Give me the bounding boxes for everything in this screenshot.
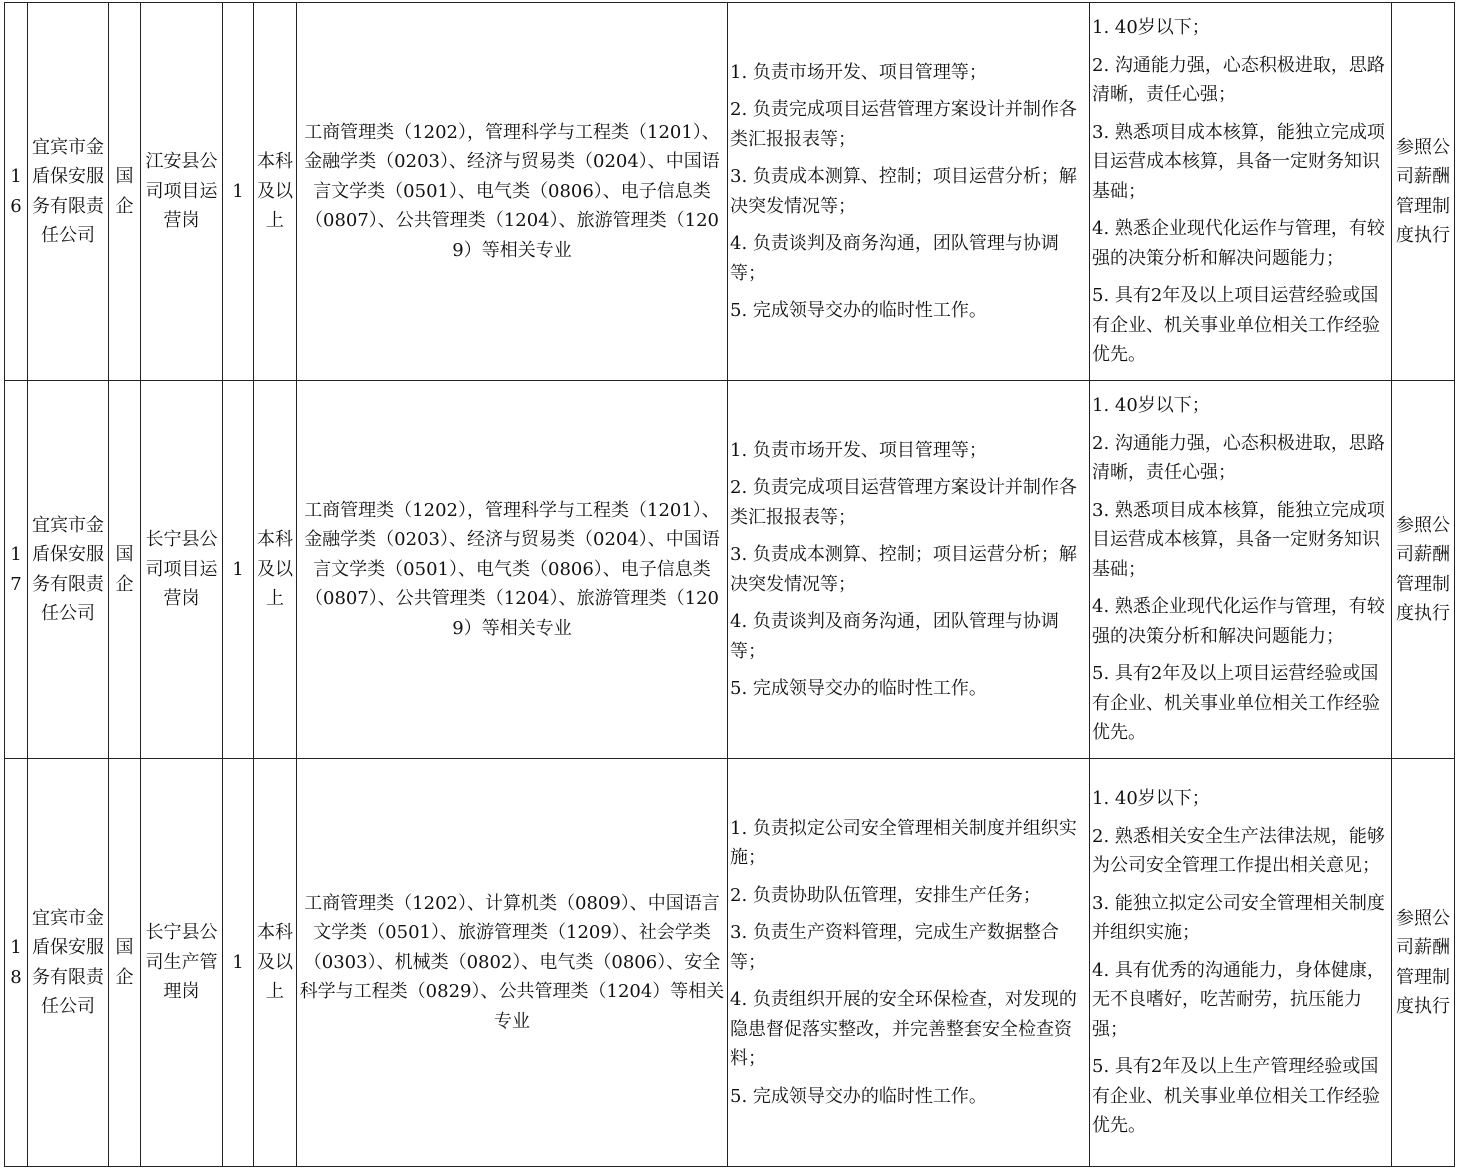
post-name: 长宁县公司生产管理岗 [141,759,223,1167]
requirement-item: 3. 熟悉项目成本核算，能独立完成项目运营成本核算，具备一定财务知识基础； [1092,499,1385,580]
requirement-item: 3. 熟悉项目成本核算，能独立完成项目运营成本核算，具备一定财务知识基础； [1092,121,1385,202]
requirement-item: 3. 能独立拟定公司安全管理相关制度并组织实施； [1092,892,1385,944]
requirement-item: 5. 具有2年及以上项目运营经验或国有企业、机关事业单位相关工作经验优先。 [1092,663,1380,744]
table-row [5,381,1455,759]
requirement-item: 1. 40岁以下； [1092,17,1210,39]
job-requirements [1090,3,1392,381]
duty-item: 5. 完成领导交办的临时性工作。 [730,678,987,699]
row-number: 17 [5,381,28,759]
table-body [5,3,1455,1167]
duty-item: 4. 负责谈判及商务沟通，团队管理与协调等； [730,233,1059,284]
requirement-item: 2. 沟通能力强，心态积极进取，思路清晰，责任心强； [1092,54,1385,106]
row-number: 18 [5,759,28,1167]
company-name: 宜宾市金盾保安服务有限责任公司 [28,759,109,1167]
major-requirement: 工商管理类（1202）、计算机类（0809）、中国语言文学类（0501）、旅游管理类（1209）、社会学类（0303）、机械类（0802）、电气类（0806）、安全科学与工程类（0829）、公共管理类（1204）等相关专业 [297,759,728,1167]
duty-item: 1. 负责拟定公司安全管理相关制度并组织实施； [730,817,1077,869]
job-duties [728,759,1090,1167]
requirement-item: 2. 沟通能力强，心态积极进取，思路清晰，责任心强； [1092,432,1385,484]
salary-policy: 参照公司薪酬管理制度执行 [1392,381,1455,759]
requirement-item: 2. 熟悉相关安全生产法律法规，能够为公司安全管理工作提出相关意见； [1092,825,1385,877]
major-requirement: 工商管理类（1202），管理科学与工程类（1201）、金融学类（0203）、经济与贸易类（0204）、中国语言文学类（0501）、电气类（0806）、电子信息类（0807）、公共管理类（1204）、旅游管理类（1209）等相关专业 [297,3,728,381]
major-requirement: 工商管理类（1202），管理科学与工程类（1201）、金融学类（0203）、经济与贸易类（0204）、中国语言文学类（0501）、电气类（0806）、电子信息类（0807）、公共管理类（1204）、旅游管理类（1209）等相关专业 [297,381,728,759]
education-level: 本科及以上 [254,381,297,759]
duty-item: 3. 负责生产资料管理，完成生产数据整合等； [730,922,1059,973]
requirement-item: 4. 熟悉企业现代化运作与管理，有较强的决策分析和解决问题能力； [1092,596,1385,647]
duty-item: 2. 负责完成项目运营管理方案设计并制作各类汇报报表等； [730,477,1077,528]
job-requirements [1090,759,1392,1167]
hiring-count: 1 [223,381,254,759]
requirement-item: 4. 具有优秀的沟通能力，身体健康，无不良嗜好，吃苦耐劳，抗压能力强； [1092,959,1385,1040]
row-number: 16 [5,3,28,381]
hiring-count: 1 [223,759,254,1167]
post-name: 长宁县公司项目运营岗 [141,381,223,759]
job-positions-table [4,2,1455,1167]
duty-item: 3. 负责成本测算、控制；项目运营分析；解决突发情况等； [730,166,1077,217]
education-level: 本科及以上 [254,3,297,381]
hiring-count: 1 [223,3,254,381]
duty-item: 4. 负责谈判及商务沟通，团队管理与协调等； [730,611,1059,662]
requirement-item: 5. 具有2年及以上生产管理经验或国有企业、机关事业单位相关工作经验优先。 [1092,1056,1380,1137]
duty-item: 1. 负责市场开发、项目管理等； [730,439,987,461]
duty-item: 2. 负责协助队伍管理，安排生产任务； [730,884,1041,906]
requirement-item: 1. 40岁以下； [1092,788,1210,810]
duty-item: 3. 负责成本测算、控制；项目运营分析；解决突发情况等； [730,544,1077,595]
duty-item: 1. 负责市场开发、项目管理等； [730,61,987,83]
duty-item: 2. 负责完成项目运营管理方案设计并制作各类汇报报表等； [730,99,1077,150]
requirement-item: 5. 具有2年及以上项目运营经验或国有企业、机关事业单位相关工作经验优先。 [1092,285,1380,366]
education-level: 本科及以上 [254,759,297,1167]
salary-policy: 参照公司薪酬管理制度执行 [1392,759,1455,1167]
company-name: 宜宾市金盾保安服务有限责任公司 [28,381,109,759]
table-row [5,759,1455,1167]
requirement-item: 1. 40岁以下； [1092,395,1210,417]
salary-policy: 参照公司薪酬管理制度执行 [1392,3,1455,381]
duty-item: 4. 负责组织开展的安全环保检查，对发现的隐患督促落实整改，并完善整套安全检查资料； [730,989,1077,1070]
duty-item: 5. 完成领导交办的临时性工作。 [730,300,987,321]
unit-type: 国企 [109,3,141,381]
unit-type: 国企 [109,381,141,759]
table-row [5,3,1455,381]
post-name: 江安县公司项目运营岗 [141,3,223,381]
requirement-item: 4. 熟悉企业现代化运作与管理，有较强的决策分析和解决问题能力； [1092,218,1385,269]
company-name: 宜宾市金盾保安服务有限责任公司 [28,3,109,381]
unit-type: 国企 [109,759,141,1167]
job-requirements [1090,381,1392,759]
duty-item: 5. 完成领导交办的临时性工作。 [730,1085,987,1107]
job-duties [728,381,1090,759]
job-duties [728,3,1090,381]
